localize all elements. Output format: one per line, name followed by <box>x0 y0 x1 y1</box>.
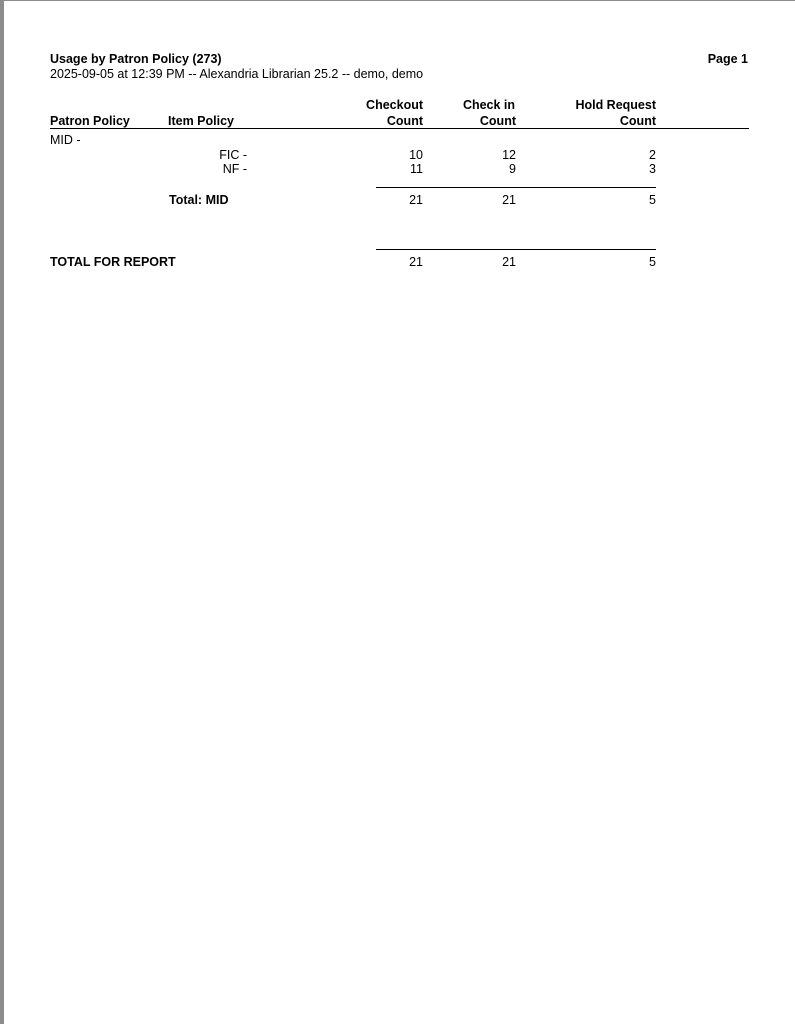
col-header-hold-line2: Count <box>619 114 656 128</box>
row-checkout-count: 10 <box>409 148 423 162</box>
row-hold-count: 2 <box>649 148 656 162</box>
group-total-checkin: 21 <box>502 193 516 207</box>
report-total-hold: 5 <box>649 255 656 269</box>
page-number: Page 1 <box>707 52 748 66</box>
group-total-hold: 5 <box>649 193 656 207</box>
row-checkout-count: 11 <box>410 162 423 176</box>
group-total-label: Total: MID <box>169 193 229 207</box>
report-subtitle: 2025-09-05 at 12:39 PM -- Alexandria Librarian 25.2 -- demo, demo <box>50 67 424 81</box>
row-checkin-count: 12 <box>502 148 516 162</box>
report-page <box>4 1 795 1024</box>
col-header-item-policy: Item Policy <box>168 114 234 128</box>
col-header-checkout-line2: Count <box>386 114 423 128</box>
col-header-checkout-line1: Checkout <box>366 98 423 112</box>
col-header-patron-policy: Patron Policy <box>50 114 130 128</box>
report-title: Usage by Patron Policy (273) <box>50 52 222 66</box>
group-total-checkout: 21 <box>409 193 423 207</box>
row-item-policy: NF - <box>222 162 247 176</box>
col-header-hold-line1: Hold Request <box>575 98 656 112</box>
row-hold-count: 3 <box>649 162 656 176</box>
group-patron-policy: MID - <box>50 133 81 147</box>
report-total-divider <box>376 249 656 250</box>
header-divider <box>50 128 749 129</box>
report-total-checkin: 21 <box>502 255 516 269</box>
report-total-checkout: 21 <box>409 255 423 269</box>
row-item-policy: FIC - <box>219 148 247 162</box>
row-checkin-count: 9 <box>509 162 516 176</box>
col-header-checkin-line2: Count <box>479 114 516 128</box>
report-total-label: TOTAL FOR REPORT <box>50 255 176 269</box>
col-header-checkin-line1: Check in <box>462 98 516 112</box>
group-total-divider <box>376 187 656 188</box>
